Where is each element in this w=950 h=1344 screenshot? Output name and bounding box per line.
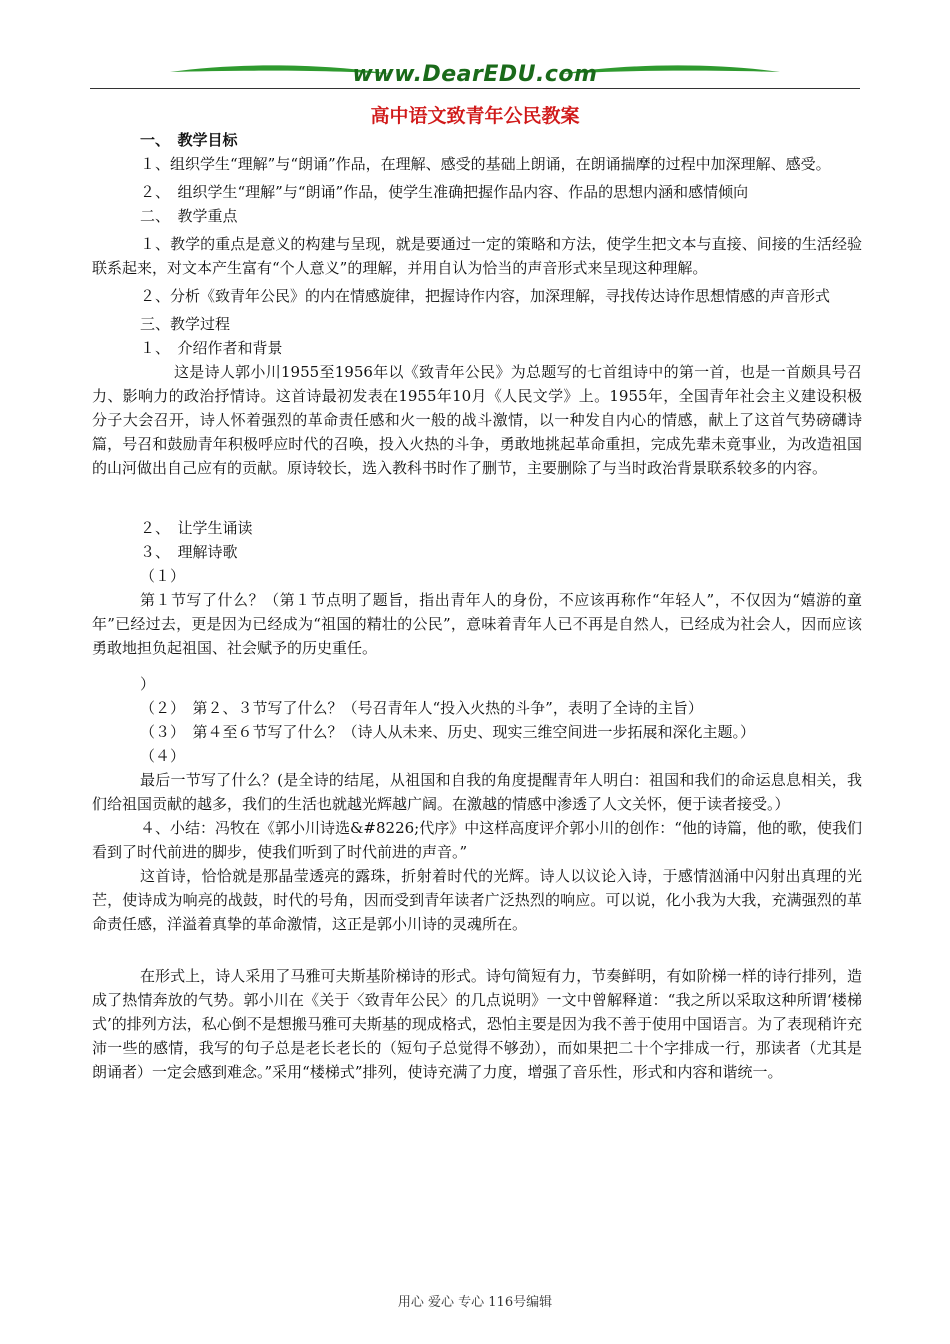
section-heading-goals: 一、 教学目标 <box>140 131 238 149</box>
paragraph: 第１节写了什么？（第１节点明了题旨，指出青年人的身份，不应该再称作“年轻人”，不仅因为“嬉游的童年”已经过去，更是因为已经成为“祖国的精壮的公民”，意味着青年人已不再是自然人，已经成为社会人，因而应该勇敢地担负起祖国、社会赋予的历史重任。 <box>92 591 862 657</box>
paragraph: ４、小结：冯牧在《郭小川诗选&#8226;代序》中这样高度评介郭小川的创作：“他的诗篇，他的歌，使我们看到了时代前进的脚步，使我们听到了时代前进的声音。” <box>92 819 862 861</box>
paragraph: 在形式上，诗人采用了马雅可夫斯基阶梯诗的形式。诗句简短有力，节奏鲜明，有如阶梯一样的诗行排列，造成了热情奔放的气势。郭小川在《关于〈致青年公民〉的几点说明》一文中曾解释道：“我之所以采取这种所谓‘楼梯式’的排列方法，私心倒不是想搬马雅可夫斯基的现成格式，恐怕主要是因为我不善于使用中国语言。为了表现稍许充沛一些的感情，我写的句子总是老长老长的（短句子总觉得不够劲），而如果把二十个字排成一行，那读者（尤其是朗诵者）一定会感到难念。”采用“楼梯式”排列，使诗充满了力度，增强了音乐性，形式和内容和谐统一。 <box>92 967 862 1081</box>
paragraph: 这首诗，恰恰就是那晶莹透亮的露珠，折射着时代的光辉。诗人以议论入诗，于感情汹涌中闪射出真理的光芒，使诗成为响亮的战鼓，时代的号角，因而受到青年读者广泛热烈的响应。可以说，化小我为大我，充满强烈的革命责任感，洋溢着真挚的革命激情，这正是郭小川诗的灵魂所在。 <box>92 867 862 933</box>
paragraph: ２、 组织学生“理解”与“朗诵”作品，使学生准确把握作品内容、作品的思想内涵和感情倾向 <box>140 183 749 201</box>
subheading: ２、 让学生诵读 <box>140 519 253 537</box>
document-title: 高中语文致青年公民教案 <box>370 105 580 127</box>
paragraph: （３） 第４至６节写了什么？（诗人从未来、历史、现实三维空间进一步拓展和深化主题。） <box>140 723 756 741</box>
paragraph: １、组织学生“理解”与“朗诵”作品，在理解、感受的基础上朗诵，在朗诵揣摩的过程中加深理解、感受。 <box>140 155 831 173</box>
site-logo[interactable]: www.DearEDU.com <box>352 62 598 87</box>
section-heading-process: 三、教学过程 <box>140 315 231 333</box>
paragraph: 最后一节写了什么？(是全诗的结尾，从祖国和自我的角度提醒青年人明白：祖国和我们的命运息息相关，我们给祖国贡献的越多，我们的生活也就越光辉越广阔。在激越的情感中渗透了人文关怀，便于读者接受。） <box>92 771 862 813</box>
list-marker: （１） <box>140 567 186 585</box>
paragraph: １、教学的重点是意义的构建与呈现，就是要通过一定的策略和方法，使学生把文本与直接、间接的生活经验联系起来，对文本产生富有“个人意义”的理解，并用自认为恰当的声音形式来呈现这种理解。 <box>92 235 862 277</box>
paragraph: ） <box>140 675 156 693</box>
subheading: １、 介绍作者和背景 <box>140 339 283 357</box>
section-heading-key-points: 二、 教学重点 <box>140 207 238 225</box>
document-body <box>92 128 862 1084</box>
subheading: ３、 理解诗歌 <box>140 543 238 561</box>
page-footer: 用心 爱心 专心 116号编辑 <box>397 1295 553 1310</box>
header-divider <box>90 88 860 89</box>
paragraph: ２、分析《致青年公民》的内在情感旋律，把握诗作内容，加深理解，寻找传达诗作思想情感的声音形式 <box>140 287 831 305</box>
paragraph: （２） 第２、３节写了什么？（号召青年人“投入火热的斗争”，表明了全诗的主旨） <box>140 699 703 717</box>
paragraph: 这是诗人郭小川1955至1956年以《致青年公民》为总题写的七首组诗中的第一首，也是一首颇具号召力、影响力的政治抒情诗。这首诗最初发表在1955年10月《人民文学》上。1955年，全国青年社会主义建设积极分子大会召开，诗人怀着强烈的革命责任感和火一般的战斗激情，以一种发自内心的情感，献上了这首气势磅礴诗篇，号召和鼓励青年积极呼应时代的召唤，投入火热的斗争，勇敢地挑起革命重担，完成先辈未竟事业，为改造祖国的山河做出自己应有的贡献。原诗较长，选入教科书时作了删节，主要删除了与当时政治背景联系较多的内容。 <box>92 363 862 477</box>
list-marker: （４） <box>140 747 186 765</box>
